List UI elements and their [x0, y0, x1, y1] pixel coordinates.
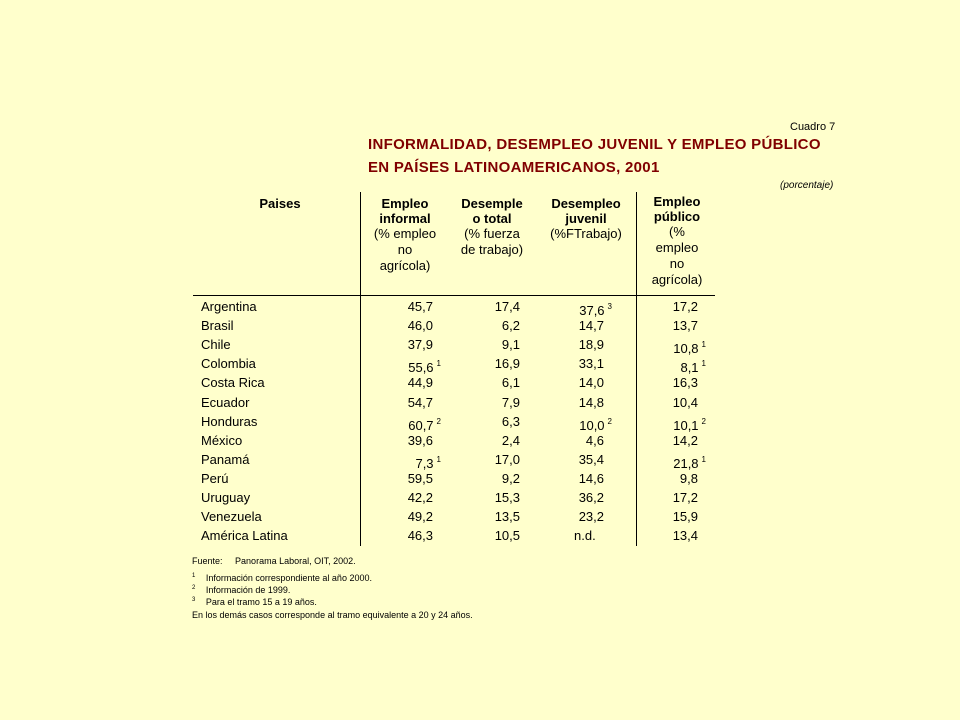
cell-publico [640, 354, 706, 376]
cell-total [450, 316, 520, 335]
fuente-text: Panorama Laboral, OIT, 2002. [235, 556, 356, 566]
cell-value: 16,9 [494, 356, 520, 372]
header-empleo-publico [638, 194, 716, 288]
cell-juvenil [540, 316, 612, 335]
cell-publico [640, 335, 706, 357]
cell-total [450, 431, 520, 450]
cell-informal [362, 393, 441, 412]
cell-value: 14,8 [578, 394, 604, 410]
cell-pais [201, 488, 351, 507]
cell-value: 21,8 [673, 455, 699, 471]
cell-value: Perú [201, 470, 229, 486]
cell-value: Honduras [201, 413, 258, 429]
cell-value: 14,7 [578, 318, 604, 334]
cell-value: 39,6 [407, 432, 433, 448]
cell-publico [640, 316, 706, 335]
column-divider-2 [636, 192, 637, 546]
cell-value: 2,4 [501, 432, 520, 448]
cell-juvenil [540, 354, 612, 373]
cell-value: Colombia [201, 356, 256, 372]
header-juvenil-line1: Desempleo [551, 196, 621, 211]
cell-value: 4,6 [585, 432, 604, 448]
cell-value: 46,0 [407, 318, 433, 334]
header-publico-line1: Empleo [653, 194, 701, 209]
cell-value: 14,6 [578, 470, 604, 486]
cell-value: Costa Rica [201, 375, 265, 391]
cell-value: México [201, 432, 243, 448]
cell-juvenil [574, 526, 646, 545]
cell-value: Ecuador [201, 394, 250, 410]
cell-pais [201, 450, 351, 469]
cell-value: 23,2 [578, 509, 604, 525]
cell-pais [201, 316, 351, 335]
cell-informal [362, 297, 441, 316]
header-rule [193, 295, 715, 296]
footnote-marker: 1 [436, 454, 441, 464]
cell-publico [640, 507, 706, 526]
cell-informal [362, 431, 441, 450]
cell-value: 15,9 [672, 509, 698, 525]
cell-value: 49,2 [407, 509, 433, 525]
footnote-1-number: 1 [192, 573, 196, 579]
cell-juvenil [540, 488, 612, 507]
cell-pais [201, 335, 351, 354]
cell-value: Chile [201, 337, 231, 353]
header-informal-line1: Empleo [381, 196, 429, 211]
cell-value: 9,8 [679, 470, 698, 486]
cell-value: 44,9 [407, 375, 433, 391]
cell-informal [362, 373, 441, 392]
header-publico-line2: público [653, 209, 701, 224]
cell-total [450, 393, 520, 412]
cell-value: Panamá [201, 451, 250, 467]
cell-publico [640, 297, 706, 316]
header-informal-sub2: no [397, 242, 413, 257]
cell-juvenil [540, 393, 612, 412]
cell-publico [640, 393, 706, 412]
cell-value: Venezuela [201, 509, 262, 525]
cell-pais [201, 431, 351, 450]
header-paises: Paises [259, 196, 301, 211]
cell-value: 10,0 [579, 417, 605, 433]
cell-value: 7,9 [501, 394, 520, 410]
cell-informal [362, 316, 441, 335]
cell-informal [362, 469, 441, 488]
cell-pais [201, 354, 351, 373]
cell-total [450, 354, 520, 373]
cell-value: 6,2 [501, 318, 520, 334]
cell-value: 18,9 [578, 337, 604, 353]
cell-publico [640, 373, 706, 392]
cell-publico [640, 488, 706, 507]
footnote-2-text: Información de 1999. [205, 585, 291, 595]
cell-value: 14,0 [578, 375, 604, 391]
cell-pais [201, 469, 351, 488]
cell-value: 35,4 [578, 451, 604, 467]
cell-pais [201, 507, 351, 526]
cell-informal [362, 354, 441, 376]
cell-value: 36,2 [578, 490, 604, 505]
footnote-marker: 1 [436, 359, 441, 369]
table-title-line2: EN PAÍSES LATINOAMERICANOS, 2001 [368, 159, 660, 176]
cell-value: 46,3 [407, 528, 433, 544]
cell-juvenil [540, 507, 612, 526]
cell-juvenil [540, 373, 612, 392]
footnote-1-text: Información correspondiente al año 2000. [205, 573, 372, 583]
cell-value: 10,1 [673, 417, 699, 433]
footer-fuente [192, 556, 356, 566]
header-total-line1: Desemple [461, 196, 523, 211]
footnote-marker: 1 [701, 340, 706, 350]
cell-value: América Latina [201, 528, 288, 544]
cell-value: 15,3 [494, 490, 520, 505]
header-informal-sub3: agrícola) [379, 258, 431, 273]
footnote-marker: 3 [607, 302, 612, 311]
cell-value: 17,2 [672, 299, 698, 314]
cell-juvenil [540, 335, 612, 354]
cell-total [450, 507, 520, 526]
cell-value: 17,2 [672, 490, 698, 505]
cell-total [450, 488, 520, 507]
cell-total [450, 373, 520, 392]
cell-value: 13,7 [672, 318, 698, 334]
cell-value: 7,3 [415, 455, 434, 471]
cell-value: 17,0 [494, 451, 520, 467]
cell-value: 8,1 [680, 360, 699, 376]
footnote-marker: 2 [607, 416, 612, 426]
cell-pais [201, 373, 351, 392]
cell-informal [362, 507, 441, 526]
cell-informal [362, 526, 441, 545]
cell-pais [201, 393, 351, 412]
cell-juvenil [540, 450, 612, 469]
header-publico-sub2: empleo [655, 240, 699, 255]
footnote-3 [192, 597, 317, 607]
cell-juvenil [540, 431, 612, 450]
cell-value: 13,5 [494, 509, 520, 525]
cell-value: 37,9 [407, 337, 433, 353]
header-desempleo-juvenil [538, 196, 634, 242]
header-desempleo-total [450, 196, 534, 258]
header-total-sub2: de trabajo) [460, 242, 524, 257]
header-informal-sub1: (% empleo [373, 226, 437, 241]
cell-value: 6,1 [501, 375, 520, 391]
header-publico-sub4: agrícola) [651, 272, 703, 287]
cell-total [450, 412, 520, 431]
cell-juvenil [540, 297, 612, 316]
header-informal-line2: informal [379, 211, 431, 226]
cell-value: 16,3 [672, 375, 698, 391]
cell-value: n.d. [574, 528, 596, 544]
footnote-marker: 1 [701, 359, 706, 369]
cell-value: 9,2 [501, 470, 520, 486]
cell-value: 13,4 [672, 528, 698, 544]
unit-label: (porcentaje) [780, 180, 834, 191]
cell-informal [362, 335, 441, 354]
cell-publico [640, 450, 706, 469]
cell-value: Argentina [201, 299, 257, 314]
cell-total [450, 335, 520, 354]
cell-juvenil [540, 412, 612, 431]
table-number: Cuadro 7 [790, 121, 836, 133]
footnote-3-number: 3 [192, 597, 196, 603]
cell-value: 37,6 [579, 303, 605, 318]
header-publico-sub3: no [669, 256, 685, 271]
footnote-3-text: Para el tramo 15 a 19 años. [205, 597, 317, 607]
cell-value: 54,7 [407, 394, 433, 410]
cell-value: 55,6 [408, 360, 434, 376]
cell-pais [201, 526, 351, 545]
cell-value: 59,5 [407, 470, 433, 486]
header-empleo-informal [362, 196, 448, 274]
cell-value: 33,1 [578, 356, 604, 372]
cell-publico [640, 469, 706, 488]
cell-value: 42,2 [407, 490, 433, 505]
cell-value: 6,3 [501, 413, 520, 429]
footnote-marker: 2 [436, 416, 441, 426]
footnote-marker: 1 [701, 454, 706, 464]
cell-publico [640, 412, 706, 431]
cell-total [450, 450, 520, 469]
cell-informal [362, 450, 441, 469]
fuente-label: Fuente: [192, 556, 223, 566]
column-divider-1 [360, 192, 361, 546]
cell-value: 9,1 [501, 337, 520, 353]
cell-value: Brasil [201, 318, 234, 334]
cell-publico [640, 431, 706, 450]
header-total-line2: o total [472, 211, 512, 226]
header-publico-sub1: (% [669, 224, 685, 239]
footnote-closing: En los demás casos corresponde al tramo equivalente a 20 y 24 años. [192, 610, 473, 620]
cell-publico [640, 526, 706, 545]
cell-value: 60,7 [408, 417, 434, 433]
footnote-2-number: 2 [192, 585, 196, 591]
cell-value: 10,4 [672, 394, 698, 410]
cell-informal [362, 412, 441, 431]
cell-value: 17,4 [494, 299, 520, 314]
cell-pais [201, 297, 351, 316]
cell-juvenil [540, 469, 612, 488]
header-total-sub1: (% fuerza [464, 226, 520, 241]
table-title-line1: INFORMALIDAD, DESEMPLEO JUVENIL Y EMPLEO PÚBLICO [368, 136, 821, 153]
cell-total [450, 297, 520, 316]
cell-value: 14,2 [672, 432, 698, 448]
footnote-2 [192, 585, 290, 595]
cell-value: 10,8 [673, 341, 699, 357]
cell-informal [362, 488, 441, 507]
header-juvenil-line2: juvenil [565, 211, 607, 226]
footnote-marker: 2 [701, 416, 706, 426]
cell-value: 45,7 [407, 299, 433, 314]
cell-value: 10,5 [494, 528, 520, 544]
cell-total [450, 526, 520, 545]
cell-pais [201, 412, 351, 431]
cell-value: Uruguay [201, 490, 251, 505]
cell-total [450, 469, 520, 488]
footnote-1 [192, 573, 372, 583]
header-juvenil-sub1: (%FTrabajo) [550, 226, 622, 241]
